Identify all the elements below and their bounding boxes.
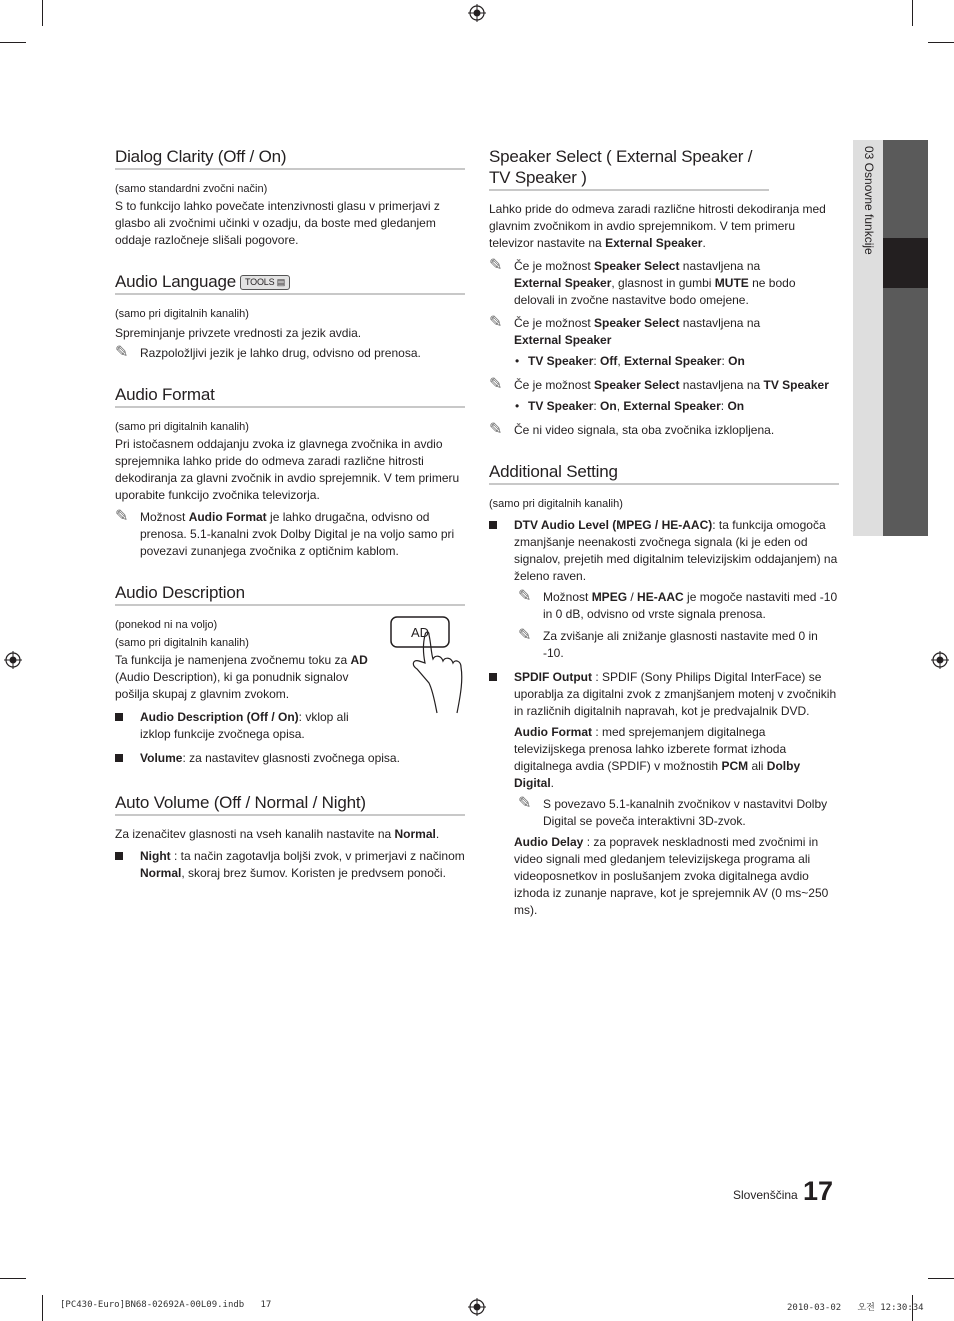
body-text: . (702, 236, 706, 250)
note-text: nastavljena na (679, 378, 764, 392)
registration-mark-icon (468, 4, 486, 22)
crop-mark (0, 42, 26, 43)
note-text-bold: Speaker Select (594, 378, 680, 392)
dot-text: : (593, 399, 601, 413)
sub-term: PCM (721, 759, 749, 773)
section-title: Dialog Clarity (Off / On) (115, 146, 465, 170)
section-note: (samo pri digitalnih kanalih) (115, 637, 249, 649)
crop-mark (912, 0, 913, 26)
square-bullet-icon (489, 673, 497, 681)
bullet-text: , skoraj brez šumov. Koristen je predvsem ponoči. (181, 866, 446, 880)
body-text: . (435, 827, 440, 841)
side-tab-band (883, 140, 928, 536)
section-note: (samo pri digitalnih kanalih) (115, 421, 249, 433)
crop-mark (928, 1278, 954, 1279)
sub-text: ali (748, 759, 767, 773)
pencil-note-icon: ✎ (115, 508, 129, 525)
bullet-term: DTV Audio Level (MPEG / HE-AAC) (514, 518, 713, 532)
registration-mark-icon (4, 651, 22, 669)
print-imprint-date: 2010-03-02 오전 12:30:34 (787, 1303, 924, 1313)
note-item (489, 422, 839, 439)
body-text: (Audio Description), ki ga ponudnik signalov pošilja skupaj z glavnim zvokom. (115, 670, 349, 701)
bullet-text: : ta način zagotavlja boljši zvok, v primerjavi z načinom (170, 849, 465, 863)
page-number: 17 (803, 1176, 834, 1206)
bullet-item (115, 750, 465, 767)
section-title-text: Audio Language (115, 272, 237, 291)
dot-bullet-icon: • (515, 354, 520, 368)
print-imprint-file: [PC430-Euro]BN68-02692A-00L09.indb 17 (60, 1300, 272, 1310)
note-item (489, 258, 839, 309)
bullet-text: : SPDIF (Sony Philips Digital InterFace) se uporablja za digitalni zvok z zmanjšanjem motenj v zvočnikih in različnih digitalnih napravah, kot je predvajalnik DVD. (514, 670, 837, 718)
note-text: Za zvišanje ali znižanje glasnosti nastavite med 0 in -10. (543, 629, 818, 660)
note-item (489, 628, 839, 662)
square-bullet-icon (115, 713, 123, 721)
section-body: Pri istočasnem oddajanju zvoka iz glavnega zvočnika in avdio sprejemnika lahko pride do odmeva zaradi različne hitrosti dekodiranja za glavni zvočnik in avdio sprejemnik. V tem primeru uporabite funkcijo zvočnika televizorja. (115, 437, 460, 502)
section-body (489, 201, 839, 252)
section-speaker-select (489, 146, 839, 439)
note-item (489, 377, 839, 394)
note-text-bold: External Speaker (514, 333, 612, 347)
sub-term: Audio Format (514, 725, 592, 739)
pencil-note-icon: ✎ (115, 344, 129, 361)
crop-mark (42, 0, 43, 26)
bullet-item (489, 517, 839, 585)
section-note: (samo standardni zvočni način) (115, 183, 268, 195)
body-text-bold: Normal (394, 827, 436, 841)
pencil-note-icon: ✎ (518, 588, 532, 605)
bullet-item (115, 848, 465, 882)
sub-term: Audio Delay (514, 835, 584, 849)
section-additional-setting (489, 461, 839, 919)
body-text: Ta funkcija je namenjena zvočnemu toku za (115, 653, 351, 667)
dot-text: : (593, 354, 601, 368)
note-text: je mogoče nastaviti med -10 in 0 dB, odvisno od vrste signala prenosa. (543, 590, 838, 621)
section-body (115, 826, 465, 843)
note-text: Če je možnost (514, 378, 595, 392)
pencil-note-icon: ✎ (489, 257, 503, 274)
dot-text: , (617, 354, 625, 368)
registration-mark-icon (931, 651, 949, 669)
tools-badge-label: TOOLS (245, 277, 275, 288)
note-text: / (627, 590, 638, 604)
pencil-note-icon: ✎ (489, 421, 503, 438)
section-title: Audio Description (115, 582, 465, 606)
note-text: Če je možnost (514, 316, 595, 330)
section-note: (samo pri digitalnih kanalih) (115, 308, 249, 320)
bullet-term: SPDIF Output (514, 670, 592, 684)
section-note: (samo pri digitalnih kanalih) (489, 498, 623, 510)
note-text: S povezavo 5.1-kanalnih zvočnikov v nastavitvi Dolby Digital se poveča interaktivni 3D-zvok. (543, 797, 828, 828)
section-body: Spreminjanje privzete vrednosti za jezik avdia. (115, 326, 362, 340)
note-text: nastavljena na (679, 259, 761, 273)
note-text: Možnost (543, 590, 592, 604)
section-body: S to funkcijo lahko povečate intenzivnosti glasu v primerjavi z glasbo ali zvočnimi učinki v ozadju, da boste med gledanjem oddaje razločneje slišali pogovore. (115, 199, 440, 247)
section-auto-volume (115, 792, 465, 882)
note-item (489, 315, 839, 349)
bullet-term: Volume (140, 751, 183, 765)
note-item (115, 509, 465, 560)
crop-mark (0, 1278, 26, 1279)
dot-text: : (720, 399, 728, 413)
footer-language: Slovenščina (733, 1188, 798, 1202)
dot-term: External Speaker (624, 354, 722, 368)
dot-item (489, 353, 839, 370)
body-text-bold: AD (350, 653, 368, 667)
section-title: Additional Setting (489, 461, 839, 485)
square-bullet-icon (115, 852, 123, 860)
dot-text: : (721, 354, 729, 368)
section-title: Auto Volume (Off / Normal / Night) (115, 792, 465, 816)
dot-term: Off (600, 354, 618, 368)
bullet-text: : ta funkcija omogoča zmanjšanje neenakosti zvočnega signala (ki je eden od signalov, prejetih med digitalnim televizijskim oddajanjem) na želeno raven. (514, 518, 838, 583)
description-text-block (115, 616, 380, 743)
dot-text: , (616, 399, 624, 413)
sub-text: . (550, 776, 555, 790)
note-text: Možnost (140, 510, 189, 524)
dot-term: TV Speaker (528, 399, 594, 413)
section-title: Speaker Select ( External Speaker / TV Speaker ) (489, 146, 769, 191)
tools-badge (240, 275, 290, 290)
square-bullet-icon (489, 521, 497, 529)
registration-mark-icon (468, 1298, 486, 1316)
section-audio-format (115, 384, 465, 560)
tools-icon: ▤ (276, 277, 286, 288)
note-text: je lahko drugačna, odvisno od prenosa. 5.1-kanalni zvok Dolby Digital je na voljo samo pri povezavi zunanjega zvočnika z optičnim kablom. (140, 510, 455, 558)
note-text-bold: MPEG (591, 590, 628, 604)
note-item (115, 345, 465, 362)
note-text: , glasnost in gumbi (611, 276, 715, 290)
pencil-note-icon: ✎ (489, 376, 503, 393)
body-text-bold: External Speaker (605, 236, 703, 250)
dot-term: External Speaker (623, 399, 721, 413)
section-note: (ponekod ni na voljo) (115, 619, 218, 631)
section-title (115, 271, 465, 295)
bullet-text: : za nastavitev glasnosti zvočnega opisa. (182, 751, 400, 765)
note-text-bold: External Speaker (514, 276, 612, 290)
crop-mark (42, 1295, 43, 1321)
chapter-label-text: 03 Osnovne funkcije (862, 146, 876, 255)
chapter-label (860, 146, 880, 346)
note-text: Razpoložljivi jezik je lahko drug, odvisno od prenosa. (140, 346, 421, 360)
body-text: Za izenačitev glasnosti na vseh kanalih nastavite na (115, 827, 395, 841)
sub-term: Dolby Digital (514, 759, 801, 790)
bullet-text: : vklop ali izklop funkcije zvočnega opisa. (140, 710, 349, 741)
note-text-bold: TV Speaker (763, 378, 829, 392)
crop-mark (928, 42, 954, 43)
dot-term: TV Speaker (528, 354, 594, 368)
side-tab-marker (883, 238, 928, 288)
section-audio-language (115, 271, 465, 362)
sub-paragraph (489, 724, 839, 792)
note-text: nastavljena na (679, 316, 761, 330)
sub-paragraph (489, 834, 839, 919)
sub-text: : med sprejemanjem digitalnega televizijskega prenosa lahko izberete format izhoda digitalnega avdia (SPDIF) v možnostih (514, 725, 787, 773)
bullet-item (115, 709, 380, 743)
note-text-bold: Speaker Select (594, 259, 680, 273)
bullet-term: Normal (140, 866, 182, 880)
pencil-note-icon: ✎ (518, 795, 532, 812)
square-bullet-icon (115, 754, 123, 762)
note-text: Če je možnost (514, 259, 595, 273)
note-text-bold: MUTE (714, 276, 749, 290)
section-body (115, 652, 380, 703)
section-title: Audio Format (115, 384, 465, 408)
note-text: Če ni video signala, sta oba zvočnika izklopljena. (514, 423, 775, 437)
pencil-note-icon: ✎ (518, 627, 532, 644)
ad-button-label: AD (411, 625, 430, 640)
note-text-bold: HE-AAC (637, 590, 684, 604)
note-text-bold: Speaker Select (594, 316, 680, 330)
dot-term: On (600, 399, 617, 413)
bullet-term: Audio Description (Off / On) (140, 710, 299, 724)
note-item (489, 796, 839, 830)
note-item (489, 589, 839, 623)
note-text: ne bodo delovali in zvočne nastavitve bodo omejene. (514, 276, 796, 307)
pencil-note-icon: ✎ (489, 314, 503, 331)
section-dialog-clarity (115, 146, 465, 249)
note-text-bold: Audio Format (188, 510, 267, 524)
dot-term: On (727, 399, 745, 413)
right-column (489, 146, 839, 919)
bullet-item (489, 669, 839, 720)
body-text: Lahko pride do odmeva zaradi različne hitrosti dekodiranja med glavnim zvočnikom in avdio sprejemnikom. V tem primeru televizor nastavite na (489, 202, 826, 250)
dot-term: On (728, 354, 745, 368)
sub-text: : za popravek neskladnosti med zvočnimi in video signali med gledanjem televizijskega programa ali videoposnetkov in poslušanjem zvoka digitalnega avdio izhoda iz zunanje naprave, kot je sprejemnik AV (0 ms~250 ms). (514, 835, 829, 917)
bullet-term: Night (140, 849, 171, 863)
dot-item (489, 398, 839, 415)
ad-button-hand-illustration (389, 613, 469, 718)
left-column (115, 146, 465, 882)
dot-bullet-icon: • (515, 399, 520, 413)
